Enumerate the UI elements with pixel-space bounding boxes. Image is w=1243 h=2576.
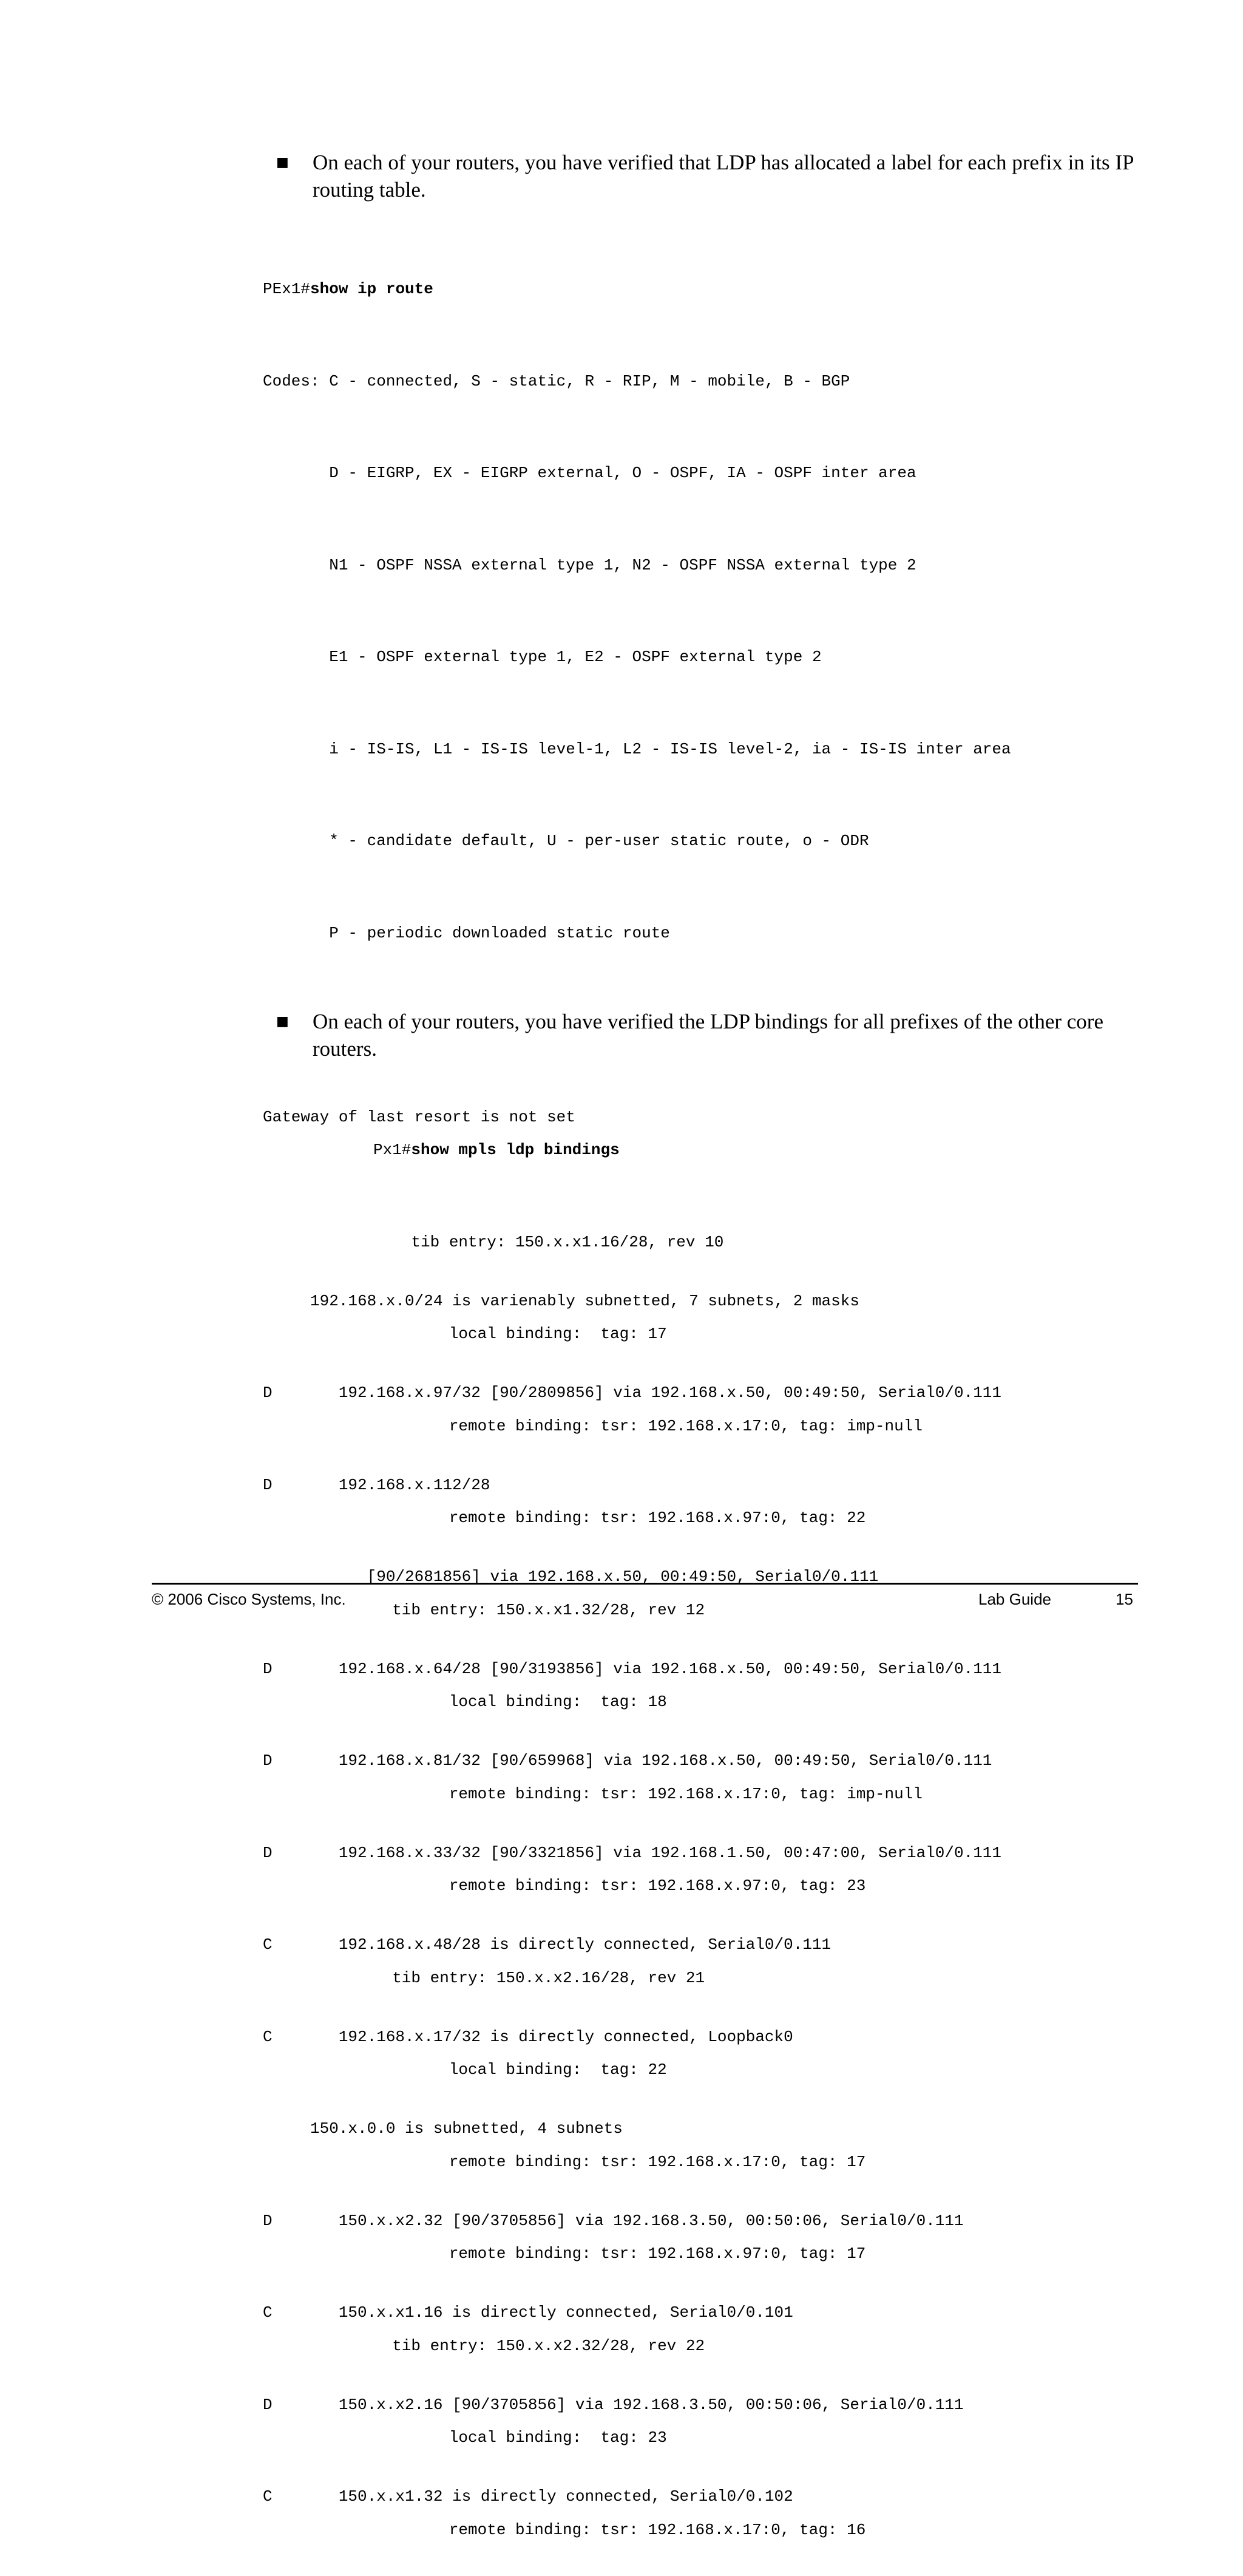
- output-line: D 192.168.x.64/28 [90/3193856] via 192.168.x.50, 00:49:50, Serial0/0.111: [263, 1659, 1001, 1678]
- router-prompt: PEx1#: [263, 280, 311, 298]
- output-line: D 192.168.x.97/32 [90/2809856] via 192.168.x.50, 00:49:50, Serial0/0.111: [263, 1384, 1001, 1402]
- output-line: local binding: tag: 18: [373, 1693, 667, 1711]
- output-line: D 192.168.x.33/32 [90/3321856] via 192.168.1.50, 00:47:00, Serial0/0.111: [263, 1843, 1001, 1862]
- output-line: D 150.x.x2.32 [90/3705856] via 192.168.3.50, 00:50:06, Serial0/0.111: [263, 2211, 964, 2230]
- output-line: tib entry: 150.x.x1.32/28, rev 12: [373, 1600, 705, 1619]
- footer-divider: [152, 1583, 1138, 1585]
- output-line: C 150.x.x1.32 is directly connected, Serial0/0.102: [263, 2487, 793, 2506]
- bullet-item-ldp-bindings: [276, 1008, 1138, 1062]
- bullet-text: On each of your routers, you have verified the LDP bindings for all prefixes of the other core routers.: [313, 1010, 1103, 1061]
- output-line: * - candidate default, U - per-user static route, o - ODR: [263, 832, 869, 850]
- footer-copyright: © 2006 Cisco Systems, Inc.: [152, 1590, 346, 1608]
- output-line: C 192.168.x.48/28 is directly connected, Serial0/0.111: [263, 1935, 831, 1954]
- command-line: [373, 1135, 923, 1166]
- output-line: 150.x.0.0 is subnetted, 4 subnets: [263, 2119, 623, 2138]
- bullet-text: On each of your routers, you have verified that LDP has allocated a label for each prefix in its IP routing table.: [313, 151, 1134, 202]
- output-line: remote binding: tsr: 192.168.x.97:0, tag: 22: [373, 1509, 866, 1527]
- output-line: D 150.x.x2.16 [90/3705856] via 192.168.3.50, 00:50:06, Serial0/0.111: [263, 2395, 964, 2414]
- output-line: i - IS-IS, L1 - IS-IS level-1, L2 - IS-IS level-2, ia - IS-IS inter area: [263, 739, 1011, 758]
- output-line: D - EIGRP, EX - EIGRP external, O - OSPF, IA - OSPF inter area: [263, 464, 916, 482]
- command-text: show mpls ldp bindings: [411, 1141, 620, 1159]
- output-line: remote binding: tsr: 192.168.x.17:0, tag: 16: [373, 2520, 866, 2539]
- command-text: show ip route: [310, 280, 433, 298]
- output-line: D 192.168.x.81/32 [90/659968] via 192.168.x.50, 00:49:50, Serial0/0.111: [263, 1752, 992, 1770]
- output-line: tib entry: 150.x.x1.16/28, rev 10: [373, 1232, 724, 1251]
- show-mpls-ldp-bindings-output: [373, 1073, 923, 2576]
- command-line: [263, 274, 1011, 305]
- bullet-item-ldp-labels: [276, 149, 1138, 203]
- router-prompt: Px1#: [373, 1141, 412, 1159]
- output-line: tib entry: 150.x.x2.32/28, rev 22: [373, 2336, 705, 2355]
- output-line: remote binding: tsr: 192.168.x.17:0, tag: imp-null: [373, 1416, 923, 1435]
- footer-page-number: 15: [1116, 1590, 1133, 1608]
- output-line: C 150.x.x1.16 is directly connected, Serial0/0.101: [263, 2303, 793, 2322]
- output-line: P - periodic downloaded static route: [263, 923, 670, 942]
- output-line: remote binding: tsr: 192.168.x.97:0, tag: 17: [373, 2245, 866, 2263]
- output-line: C 192.168.x.17/32 is directly connected, Loopback0: [263, 2027, 793, 2046]
- output-line: tib entry: 150.x.x2.16/28, rev 21: [373, 1968, 705, 1987]
- output-line: remote binding: tsr: 192.168.x.97:0, tag: 23: [373, 1877, 866, 1895]
- output-line: Codes: C - connected, S - static, R - RIP, M - mobile, B - BGP: [263, 372, 850, 390]
- output-line: remote binding: tsr: 192.168.x.17:0, tag: imp-null: [373, 1784, 923, 1803]
- output-line: E1 - OSPF external type 1, E2 - OSPF external type 2: [263, 648, 822, 666]
- output-line: remote binding: tsr: 192.168.x.17:0, tag: 17: [373, 2152, 866, 2171]
- output-line: N1 - OSPF NSSA external type 1, N2 - OSPF NSSA external type 2: [263, 556, 916, 574]
- output-line: local binding: tag: 17: [373, 1325, 667, 1343]
- output-line: local binding: tag: 22: [373, 2061, 667, 2079]
- footer-guide-title: Lab Guide: [978, 1590, 1051, 1608]
- output-line: 192.168.x.0/24 is varienably subnetted, 7 subnets, 2 masks: [263, 1291, 859, 1310]
- output-line: D 192.168.x.112/28: [263, 1475, 490, 1494]
- output-line: [90/2681856] via 192.168.x.50, 00:49:50, Serial0/0.111: [263, 1568, 879, 1586]
- square-bullet-icon: ■: [276, 155, 289, 170]
- output-line: Gateway of last resort is not set: [263, 1107, 575, 1126]
- output-line: local binding: tag: 23: [373, 2428, 667, 2447]
- square-bullet-icon: ■: [276, 1014, 289, 1029]
